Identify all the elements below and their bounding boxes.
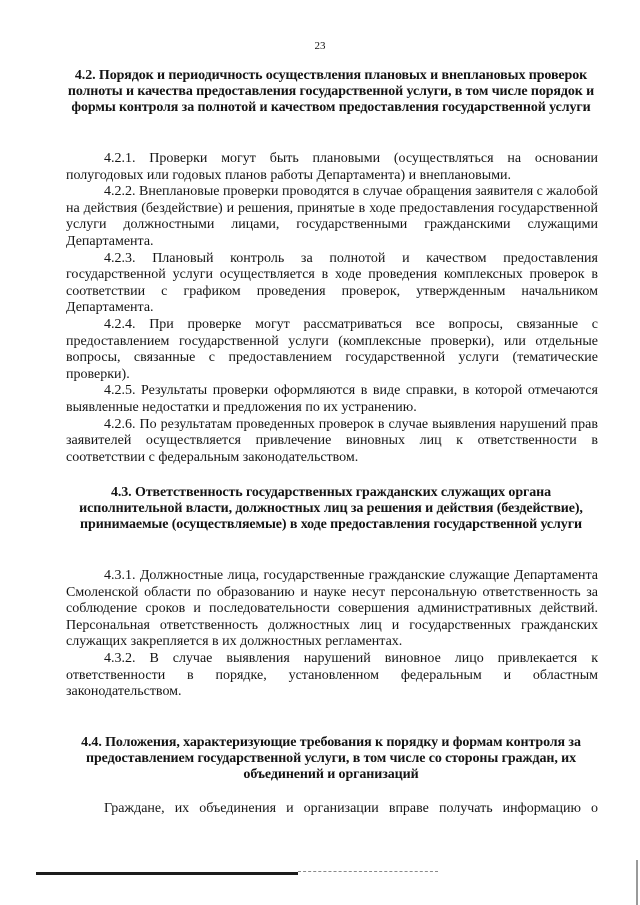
scan-artifact-edge (636, 860, 638, 905)
section-4-3-heading: 4.3. Ответственность государственных гражданских служащих органа исполнительной власти, должностных лиц за решения и действия (бездействие), принимаемые (осуществляемые) в ходе предоставления государственной услуги (79, 485, 583, 532)
paragraph-4-3-1: 4.3.1. Должностные лица, государственные гражданские служащие Департамента Смоленской области по образованию и науке несут персональную ответственность за соблюдение сроков и последовательности совершения административных действий. Персональная ответственность должностных лиц и государственных гражданских служащих закрепляется в их должностных регламентах. (66, 568, 598, 650)
paragraph-4-2-2: 4.2.2. Внеплановые проверки проводятся в случае обращения заявителя с жалобой на действия (бездействие) и решения, принятые в ходе предоставления государственной услуги должностными лицами, государственными гражданскими служащими Департамента. (66, 184, 598, 249)
paragraph-4-2-6: 4.2.6. По результатам проведенных проверок в случае выявления нарушений прав заявителей осуществляется привлечение виновных лиц к ответственности в соответствии с федеральным законодательством. (66, 416, 598, 465)
scan-artifact-dashed-line (298, 871, 438, 873)
paragraph-4-2-3: 4.2.3. Плановый контроль за полнотой и качеством предоставления государственной услуги осуществляется в ходе проведения комплексных проверок в соответствии с графиком проведения проверок, утвержденным начальником Департамента. (66, 250, 598, 316)
section-4-2-body (66, 151, 598, 466)
section-4-2-heading: 4.2. Порядок и периодичность осуществления плановых и внеплановых проверок полноты и качества предоставления государственной услуги, в том числе порядок и формы контроля за полнотой и качеством предоставления государственной услуги (67, 68, 595, 115)
section-4-4-heading: 4.4. Положения, характеризующие требования к порядку и формам контроля за предоставлением государственной услуги, в том числе со стороны граждан, их объединений и организаций (81, 735, 581, 782)
paragraph-4-4-1: Граждане, их объединения и организации вправе получать информацию о (104, 801, 598, 816)
paragraph-4-3-2: 4.3.2. В случае выявления нарушений виновное лицо привлекается к ответственности в порядке, установленном федеральным и областным законодательством. (66, 650, 598, 700)
paragraph-4-2-4: 4.2.4. При проверке могут рассматриваться все вопросы, связанные с предоставлением государственной услуги (комплексные проверки), или отдельные вопросы, связанные с предоставлением государственной услуги (тематические проверки). (66, 316, 598, 382)
section-4-3-body (66, 568, 598, 701)
scan-artifact-line (36, 872, 298, 875)
section-4-4-body (66, 801, 598, 818)
paragraph-4-2-5: 4.2.5. Результаты проверки оформляются в виде справки, в которой отмечаются выявленные недостатки и предложения по их устранению. (66, 383, 598, 415)
page-number: 23 (314, 40, 326, 52)
paragraph-4-2-1: 4.2.1. Проверки могут быть плановыми (осуществляться на основании полугодовых или годовых планов работы Департамента) и внеплановыми. (66, 151, 598, 183)
